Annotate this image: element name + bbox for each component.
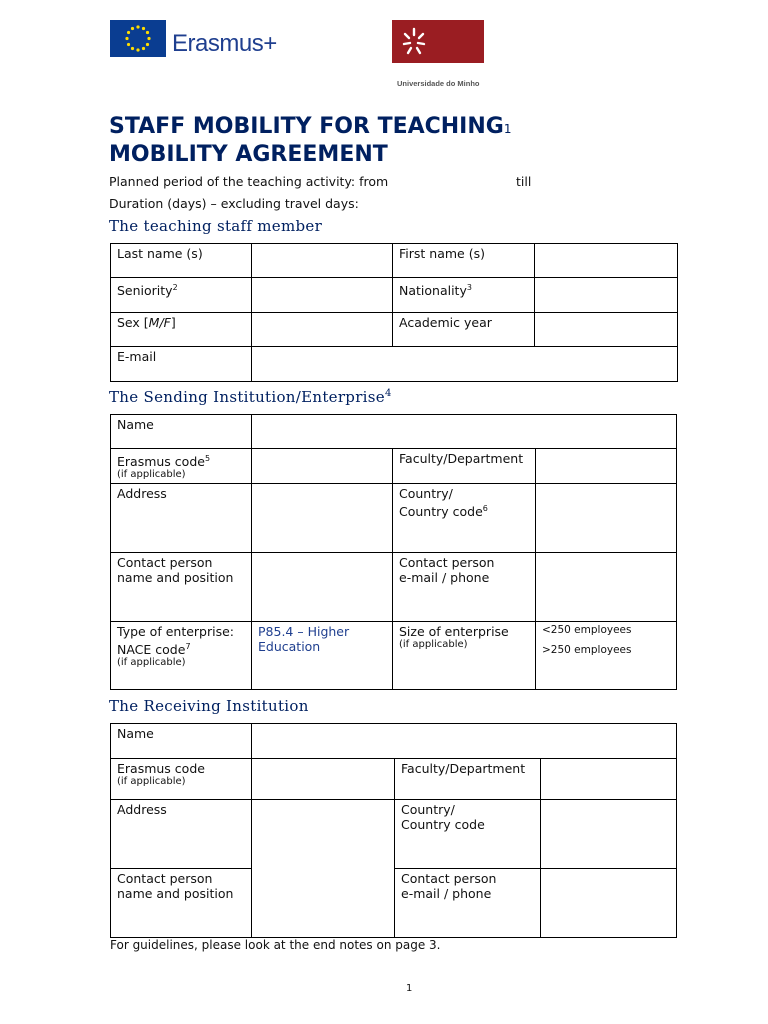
receiving-country-line1: Country/: [401, 802, 455, 817]
sending-country-line2: Country code: [399, 504, 483, 520]
title-footnote: 1: [503, 122, 512, 136]
receiving-if-applicable: (if applicable): [117, 776, 186, 787]
sending-contact-email-line1: Contact person: [399, 555, 495, 570]
sex-options: M/F: [148, 315, 171, 330]
sending-faculty-label: Faculty/Department: [393, 449, 536, 484]
sending-erasmus-code-text: Erasmus code: [117, 454, 205, 470]
sending-heading-text: The Sending Institution/Enterprise: [109, 388, 385, 406]
page-title: [109, 113, 511, 169]
sending-size-options[interactable]: [536, 622, 677, 690]
receiving-erasmus-code-text: Erasmus code: [117, 761, 205, 776]
nationality-note: 3: [466, 283, 472, 292]
receiving-erasmus-code-label: [111, 759, 252, 800]
receiving-contact-email-field[interactable]: [541, 869, 677, 938]
eu-flag-logo: [110, 20, 166, 57]
title-line-1: STAFF MOBILITY FOR TEACHING: [109, 114, 504, 139]
sending-country-line1: Country/: [399, 486, 453, 501]
university-logo: [392, 20, 484, 63]
sending-contact-name-label: [111, 553, 252, 622]
seniority-label: [111, 278, 252, 313]
sending-size-text: Size of enterprise: [399, 624, 509, 639]
section-heading-sending: [109, 388, 392, 406]
sending-address-field[interactable]: [252, 484, 393, 553]
academic-year-field[interactable]: [535, 313, 678, 347]
receiving-faculty-label: Faculty/Department: [395, 759, 541, 800]
guidelines-note: For guidelines, please look at the end notes on page 3.: [110, 938, 441, 952]
size-option-lt-250[interactable]: <250 employees: [542, 624, 632, 636]
sending-type-label: [111, 622, 252, 690]
receiving-erasmus-code-field[interactable]: [252, 759, 395, 800]
star-icon: [392, 20, 484, 63]
receiving-contact-email-line1: Contact person: [401, 871, 497, 886]
email-label: E-mail: [111, 347, 252, 382]
erasmus-plus-logo-text: Erasmus+: [172, 30, 277, 57]
sending-name-label: Name: [111, 415, 252, 449]
title-line-2: MOBILITY AGREEMENT: [109, 142, 388, 167]
sending-nace-value[interactable]: [252, 622, 393, 690]
first-name-label: First name (s): [393, 244, 535, 278]
receiving-contact-email-line2: e-mail / phone: [401, 886, 492, 901]
receiving-name-label: Name: [111, 724, 252, 759]
seniority-note: 2: [172, 283, 178, 292]
sex-label: [111, 313, 252, 347]
sending-table: [110, 414, 677, 690]
sending-nace-value-line2: Education: [258, 639, 321, 654]
sending-size-label: [393, 622, 536, 690]
sending-contact-name-line2: name and position: [117, 570, 234, 585]
first-name-field[interactable]: [535, 244, 678, 278]
sending-if-applicable: (if applicable): [117, 469, 186, 481]
sending-country-label: [393, 484, 536, 553]
sending-faculty-field[interactable]: [536, 449, 677, 484]
sending-contact-email-line2: e-mail / phone: [399, 570, 490, 585]
seniority-field[interactable]: [252, 278, 393, 313]
email-field[interactable]: [252, 347, 678, 382]
receiving-contact-email-label: [395, 869, 541, 938]
sending-nace-if-applicable: (if applicable): [117, 657, 186, 669]
nationality-label: [393, 278, 535, 313]
sending-type-line1: Type of enterprise:: [117, 624, 235, 639]
receiving-contact-name-line1: Contact person: [117, 871, 213, 886]
section-heading-staff: The teaching staff member: [109, 217, 323, 235]
receiving-faculty-field[interactable]: [541, 759, 677, 800]
eu-stars-icon: [110, 20, 166, 57]
sending-size-if-applicable: (if applicable): [399, 639, 468, 650]
size-option-gt-250[interactable]: >250 employees: [542, 644, 632, 656]
receiving-contact-name-line2: name and position: [117, 886, 234, 901]
seniority-text: Seniority: [117, 283, 173, 299]
receiving-country-line2: Country code: [401, 817, 485, 832]
sending-name-field[interactable]: [252, 415, 677, 449]
page-number: 1: [406, 983, 413, 994]
receiving-address-field[interactable]: [252, 800, 395, 938]
sending-erasmus-code-note: 5: [204, 454, 211, 463]
receiving-name-field[interactable]: [252, 724, 677, 759]
university-caption: Universidade do Minho: [397, 79, 480, 88]
last-name-label: Last name (s): [111, 244, 252, 278]
last-name-field[interactable]: [252, 244, 393, 278]
receiving-country-label: [395, 800, 541, 869]
receiving-contact-name-label: [111, 869, 252, 938]
sending-nace-value-line1: P85.4 – Higher: [258, 624, 350, 639]
sending-contact-email-field[interactable]: [536, 553, 677, 622]
receiving-country-field[interactable]: [541, 800, 677, 869]
nationality-text: Nationality: [399, 283, 467, 299]
sex-prefix: Sex [: [117, 315, 149, 330]
period-label: Planned period of the teaching activity: from: [109, 174, 389, 189]
section-heading-receiving: The Receiving Institution: [109, 697, 309, 715]
sending-heading-note: 4: [384, 388, 392, 399]
sending-country-field[interactable]: [536, 484, 677, 553]
sending-address-label: Address: [111, 484, 252, 553]
sending-country-note: 6: [482, 504, 488, 513]
receiving-address-label: Address: [111, 800, 252, 869]
sending-nace-note: 7: [185, 642, 191, 651]
sending-contact-email-label: [393, 553, 536, 622]
sending-contact-name-field[interactable]: [252, 553, 393, 622]
academic-year-label: Academic year: [393, 313, 535, 347]
nationality-field[interactable]: [535, 278, 678, 313]
sending-erasmus-code-label: [111, 449, 252, 484]
sending-nace-code: NACE code: [117, 642, 186, 658]
sending-erasmus-code-field[interactable]: [252, 449, 393, 484]
staff-table: [110, 243, 678, 382]
period-till: till: [516, 174, 532, 189]
duration-label: Duration (days) – excluding travel days:: [109, 196, 359, 211]
sex-field[interactable]: [252, 313, 393, 347]
sending-contact-name-line1: Contact person: [117, 555, 213, 570]
sex-suffix: ]: [170, 315, 176, 330]
receiving-table: [110, 723, 677, 938]
